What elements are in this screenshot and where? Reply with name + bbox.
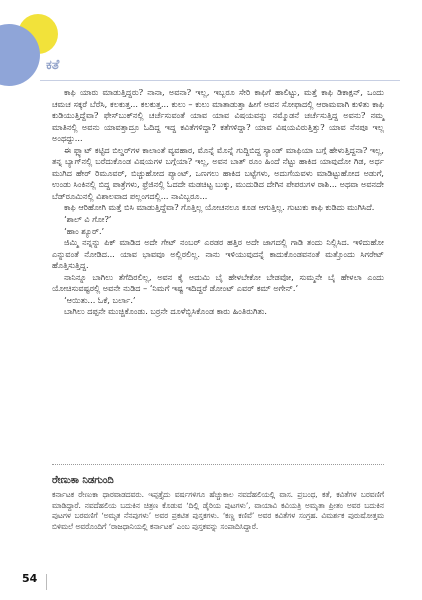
section-rule [40, 80, 400, 81]
story-body [52, 87, 384, 318]
story-paragraph: ಜಿಮ್ಮಿ ನನ್ನನ್ನು ಪಿಕ್ ಮಾಡಿದ ಅದೇ ಗೇಟ್ ನಂಬರ್ ಎರಡರ ಹತ್ತಿರ ಅದೇ ಜಾಗದಲ್ಲಿ ಗಾಡಿ ತಂದು ನಿಲ್ಲಿಸಿದ. ಇಳಿದುಹೋ ಎನ್ನುವಂತೆ ನೋಡಿದ... ಯಾವ ಭಾವವೂ ಅಲ್ಲಿರಲಿಲ್ಲ. ನಾನು ಇಳಿಯುವುದನ್ನೆ ಕಾದುಕೊಂಡವನಂತೆ ಮತ್ತೊಂದು ಸಿಗರೇಟ್ ಹೊತ್ತಿಸುತ್ತಿದ್ದ. [52, 237, 384, 271]
dotted-divider [52, 464, 384, 465]
story-paragraph: ಬಾಗಿಲು ದಪ್ಪನೇ ಮುಚ್ಚಿಕೊಂಡು. ಬರ್ರನೇ ದೂಳೆಬ್ಬಿಸಿಕೊಂಡ ಕಾರು ಹಿಂತಿರುಗಿತು. [64, 306, 267, 317]
story-dialogue-line: ‘ಆಯಿತು... ಓಕೆ, ಬರ್ಲಾ.’ [64, 294, 136, 305]
author-bio-text: ಕರ್ನಾಟಕ ರೇಣುಕಾ ಧಾರವಾಡದವರು. ಇಪ್ಪತ್ತೈದು ವರ್ಷಗಳಿಗೂ ಹೆಚ್ಚುಕಾಲ ನವದೆಹಲಿಯಲ್ಲಿ ವಾಸ. ಪ್ರಬಂಧ, ಕತೆ, ಕವಿತೆಗಳ ಬರವಣಿಗೆ ಮಾಡಿದ್ದಾರೆ. ನವದೆಹಲಿಯ ಬದುಕಿನ ಚಿತ್ರಣ ಕೊಡುವ ‘ದಿಲ್ಲಿ ಡೈರಿಯ ಪುಟಗಳು’, ವಾಯಾವಿ ಕವಿಯತ್ರಿ ಅಮೃತಾ ಪ್ರೀತಂ ಅವರ ಬದುಕಿನ ಪುಟಗಳ ಬರವಣಿಗೆ ‘ಅಮೃತ ನೆನಪುಗಳು’ ಅವರ ಪ್ರಕಟಿತ ಪುಸ್ತಕಗಳು. ‘ಕಣ್ಣ ಕಣಿವೆ’ ಅವರ ಕವಿತೆಗಳ ಸಂಗ್ರಹ. ವಿಮರ್ಶಕ ಪುರುಷೋತ್ತಮ ಬಿಳಿಮಲೆ ಅವರೊಂದಿಗೆ ‘ರಾಜಧಾನಿಯಲ್ಲಿ ಕರ್ನಾಟಕ’ ಎಂಬ ಪುಸ್ತಕವನ್ನು ಸಂಪಾದಿಸಿದ್ದಾರೆ. [52, 490, 384, 531]
section-label: ಕತೆ [46, 58, 60, 73]
story-paragraph: ಕಾಫಿ ಯಾರು ಮಾಡುತ್ತಿದ್ದರು? ನಾನಾ, ಅವನಾ? ಇಲ್ಲ, ಇಬ್ಬರೂ ಸೇರಿ ಕಾಫಿಗೆ ಹಾಲಿಟ್ಟು, ಮತ್ತೆ ಕಾಫಿ ಡಿಕಾಕ್ಷನ್, ಒಂದು ಚಮಚ ಸಕ್ಕರೆ ಬೆರೆಸಿ, ಕಲಕುತ್ತ... ಕಲಕುತ್ತ... ಕುಲು – ಕುಲು ಮಾತಾಡುತ್ತಾ ಹೀಗೆ ಅವನ ಸೋಫಾದಲ್ಲಿ ಆರಾಮವಾಗಿ ಕುಳಿತು ಕಾಫಿ ಕುಡಿಯುತ್ತಿದ್ದೆವಾ? ಫೇಸ್‌ಬುಕ್‌ನಲ್ಲಿ ಚರ್ಚೆಸುವಂತೆ ಯಾವ ಯಾವ ವಿಷಯವನ್ನು ನಮ್ಮೊಡನೆ ಚರ್ಚೆಸುತ್ತಿದ್ದ ಅವನು? ನಮ್ಮ ಮಾತಿನಲ್ಲಿ ಅವನು ಯಾವತ್ತಾದ್ರೂ ಓದಿದ್ದ ಇದ್ದ ಕವಿತೆಗಳಿದ್ದಾ? ಕತೆಗಳಿದ್ದಾ? ಯಾವ ವಿಷಯವಿರುತ್ತಿತ್ತು? ಯಾವ ನೆನಪೂ ಇಲ್ಲ ಅಂಥದ್ದು... [52, 87, 384, 144]
author-name-heading: ರೇಣುಕಾ ನಿಡಗುಂದಿ [52, 475, 114, 486]
story-paragraph: ಕಾಫಿ ಆರಿಹೋಗಿ ಮತ್ತೆ ಬಿಸಿ ಮಾಡುತ್ತಿದ್ದೆವಾ? ಗೊತ್ತಿಲ್ಲ ಯೋಚನಲೂ ಕೂಡ ಆಗುತ್ತಿಲ್ಲ. ಗುಟುಕು ಕಾಫಿ ಕುಡಿದು ಮುಗಿಸಿದೆ. [64, 202, 375, 213]
story-dialogue-line: ‘ಶಾಲ್ ವಿ ಗೋ?’ [64, 214, 112, 225]
story-dialogue-line: ‘ಹಾಂ ಶ್ಯೂರ್.’ [64, 225, 105, 236]
page-number: 54 [22, 572, 38, 585]
footer-rule [46, 574, 47, 590]
story-paragraph: ಈ ಫ್ಲ್ಯಾಟ್ ಕಟ್ಟಿದ ಬಿಲ್ಡರ್‌ಗಳ ಕಾಲಾಂತೆ ವ್ಯವಹಾರ, ಮೊನ್ನೆ ಮೊನ್ನೆ ಗುದ್ದಿಬಿದ್ದ ಸ್ಯಾಂಡ್ ಮಾಫಿಯಾ ಬಗ್ಗೆ ಹೇಳುತ್ತಿದ್ದನಾ? ಇಲ್ಲ, ತನ್ನ ಬ್ಯಾಗ್‌ನಲ್ಲಿ ಬರೆದುಕೊಂಡ ವಿಷಯಗಳ ಬಗ್ಗೆಯಾ? ಇಲ್ಲ, ಅವನ ಬಾತ್ ರೂಂ ಹಿಂದೆ ನೆಟ್ಟು ಹಾಕಿದ ಯಾವುದೋ ಗಿಡ, ಅರ್ಧ ಮುಗಿದ ಹೇರ್ ರಿಮೂವರ್, ಬಿಚ್ಚುಹೋದ ಪ್ಯಾಂಟ್, ಒಣಗಲು ಹಾಕಿದ ಬಟ್ಟೆಗಳು, ಅದುಗೆಯವಳು ಮಾಡಿಟ್ಟುಹೋದ ಅಡುಗೆ, ಉಂಡು ಸಿಂಕಿನಲ್ಲಿ ಬಿದ್ದ ಪಾತ್ರೆಗಳು, ಫ್ರೆಜಿನಲ್ಲಿ ಓದದೇ ಮಡಚಿಟ್ಟ ಬುಕ್ಕು, ಮುದುಡಿದ ದೇಗಿನ ಪೇಪರುಗಳ ರಾಶಿ... ಅಥವಾ ಅವನದೇ ಬೆಡ್‌ರೂಮಿನಲ್ಲಿ ವಿಶಾಲವಾದ ಪಲ್ಲಂಗದಲ್ಲಿ... ನಾವಿಬ್ಬರೂ... [52, 144, 384, 201]
story-paragraph: ನಾನಿನ್ನೂ ಬಾಗಿಲು ತೆಗೆದಿರಲಿಲ್ಲ, ಅವನ ಕೈ ಅದುಮಿ ಬೈ ಹೇಳಬೇಕೋ ಬೇಡವೋ, ಸುಮ್ಮನೇ ಬೈ ಹೇಳಲಾ ಎಂದು ಯೋಚಿಸುವಷ್ಟರಲ್ಲಿ ಅವನೇ ನುಡಿದ – ‘ನಿಮಗೆ ಇಷ್ಟ ಇದಿದ್ದರೆ ಡೋಂಟ್ ಎವರ್ ಕಮ್ ಅಗೇನ್.’ [52, 271, 384, 294]
